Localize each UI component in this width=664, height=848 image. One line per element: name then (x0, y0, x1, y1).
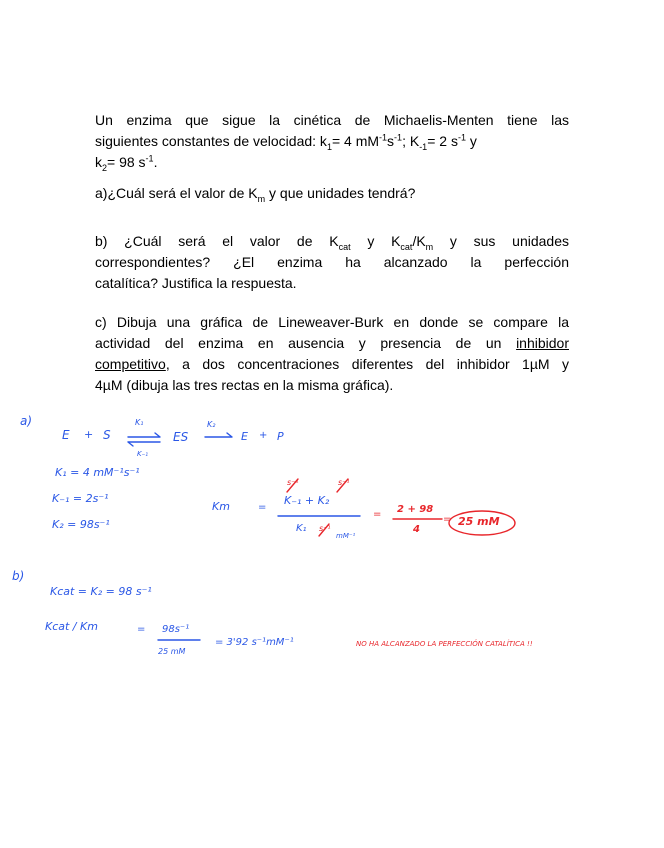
question-b (95, 231, 569, 294)
red-denominator: 4 (413, 524, 420, 535)
y-word: y (465, 133, 477, 149)
problem-statement (95, 110, 569, 173)
reaction-p: P (277, 430, 284, 443)
cancelled-unit-2: s⁻¹ (338, 478, 350, 487)
km1-subscript: -1 (419, 141, 428, 152)
arrow-k1-label: K₁ (135, 418, 144, 427)
k1-subscript: 1 (326, 141, 332, 152)
reaction-es: ES (173, 430, 189, 444)
red-numerator: 2 + 98 (397, 504, 434, 515)
k2-sup: -1 (145, 153, 154, 164)
k2-end: . (153, 154, 158, 170)
red-equals: = (373, 509, 382, 520)
km1-sup: -1 (457, 132, 466, 143)
reaction-plus-2: + (259, 430, 268, 441)
arrow-k2-label: K₂ (207, 420, 216, 429)
km-numerator: K₋₁ + K₂ (284, 494, 330, 507)
ratio-denominator: 25 mM (158, 647, 186, 656)
km-denominator-unit: mM⁻¹ (336, 532, 356, 540)
question-a-end: y que unidades tendrá? (265, 185, 416, 201)
km-sub: m (425, 241, 434, 252)
kcat-sub-2: cat (400, 241, 413, 252)
underlined-inhibidor: inhibidor (516, 335, 569, 351)
product-arrow (205, 433, 232, 437)
km1-value: = 2 s (427, 133, 458, 149)
km-denominator-k: K₁ (296, 523, 307, 534)
cancelled-unit-3: s⁻¹ (319, 524, 331, 533)
kcat-line: Kcat = K₂ = 98 s⁻¹ (50, 585, 152, 598)
given-km1: K₋₁ = 2s⁻¹ (52, 492, 109, 505)
ratio-equals: = (137, 624, 146, 635)
question-c-line-3 (95, 354, 569, 375)
forward-arrow (128, 433, 160, 437)
intro-line-2 (95, 131, 569, 152)
question-c-line-2 (95, 333, 569, 354)
question-b-line-3: catalítica? Justifica la respuesta. (95, 275, 297, 291)
reverse-arrow (128, 442, 160, 446)
arrow-km1-label: K₋₁ (137, 450, 149, 458)
question-b-mid: y K (350, 233, 401, 249)
kcat-sub-1: cat (338, 241, 351, 252)
question-b-end: y sus unidades (433, 233, 569, 249)
separator: ; K (402, 133, 420, 149)
k2-prefix: k (95, 154, 102, 170)
question-b-line-2: correspondientes? ¿El enzima ha alcanzado la perfección (95, 254, 569, 270)
answer-a-label: a) (20, 414, 33, 428)
k2-value: = 98 s (107, 154, 146, 170)
ratio-result: = 3'92 s⁻¹mM⁻¹ (215, 637, 294, 648)
result-equals: = (443, 514, 452, 525)
question-c-line-3-text: , a dos concentraciones diferentes del inhibidor 1µM y (165, 356, 569, 372)
reaction-e-2: E (241, 430, 248, 443)
kcat-km-label: Kcat / Km (45, 620, 98, 633)
k1-sup-1: -1 (379, 132, 388, 143)
k1-unit: s (387, 133, 395, 149)
k1-sup-2: -1 (394, 132, 403, 143)
km-equals: = (258, 502, 267, 513)
km-label: Km (212, 500, 230, 513)
underlined-competitivo: competitivo (95, 356, 166, 372)
answer-b-label: b) (12, 569, 25, 583)
k1-value: = 4 mM (331, 133, 380, 149)
ratio-numerator: 98s⁻¹ (162, 624, 190, 635)
question-a (95, 183, 569, 204)
question-b-line-1 (95, 231, 569, 252)
conclusion-text: NO HA ALCANZADO LA PERFECCIÓN CATALÍTICA !! (356, 640, 533, 648)
intro-line-1: Un enzima que sigue la cinética de Michaelis-Menten tiene las (95, 112, 569, 128)
question-c (95, 312, 569, 396)
given-k1: K₁ = 4 mM⁻¹s⁻¹ (55, 466, 140, 479)
question-b-slash: /K (412, 233, 426, 249)
cancelled-unit-1: s⁻¹ (287, 478, 299, 487)
question-a-sub: m (257, 193, 266, 204)
given-k2: K₂ = 98s⁻¹ (52, 518, 110, 531)
question-c-line-1: c) Dibuja una gráfica de Lineweaver-Burk en donde se compare la (95, 314, 569, 330)
reaction-s: S (103, 428, 111, 442)
question-a-text: a)¿Cuál será el valor de K (95, 185, 258, 201)
question-b-text: b) ¿Cuál será el valor de K (95, 233, 339, 249)
reaction-plus-1: + (84, 428, 94, 441)
question-c-line-4: 4µM (dibuja las tres rectas en la misma gráfica). (95, 377, 394, 393)
intro-line-3 (95, 152, 569, 173)
reaction-e: E (62, 428, 70, 442)
question-c-text: actividad del enzima en ausencia y presencia de un (95, 335, 517, 351)
k2-subscript: 2 (102, 162, 108, 173)
intro-text: siguientes constantes de velocidad: k (95, 133, 327, 149)
km-result: 25 mM (458, 515, 500, 528)
